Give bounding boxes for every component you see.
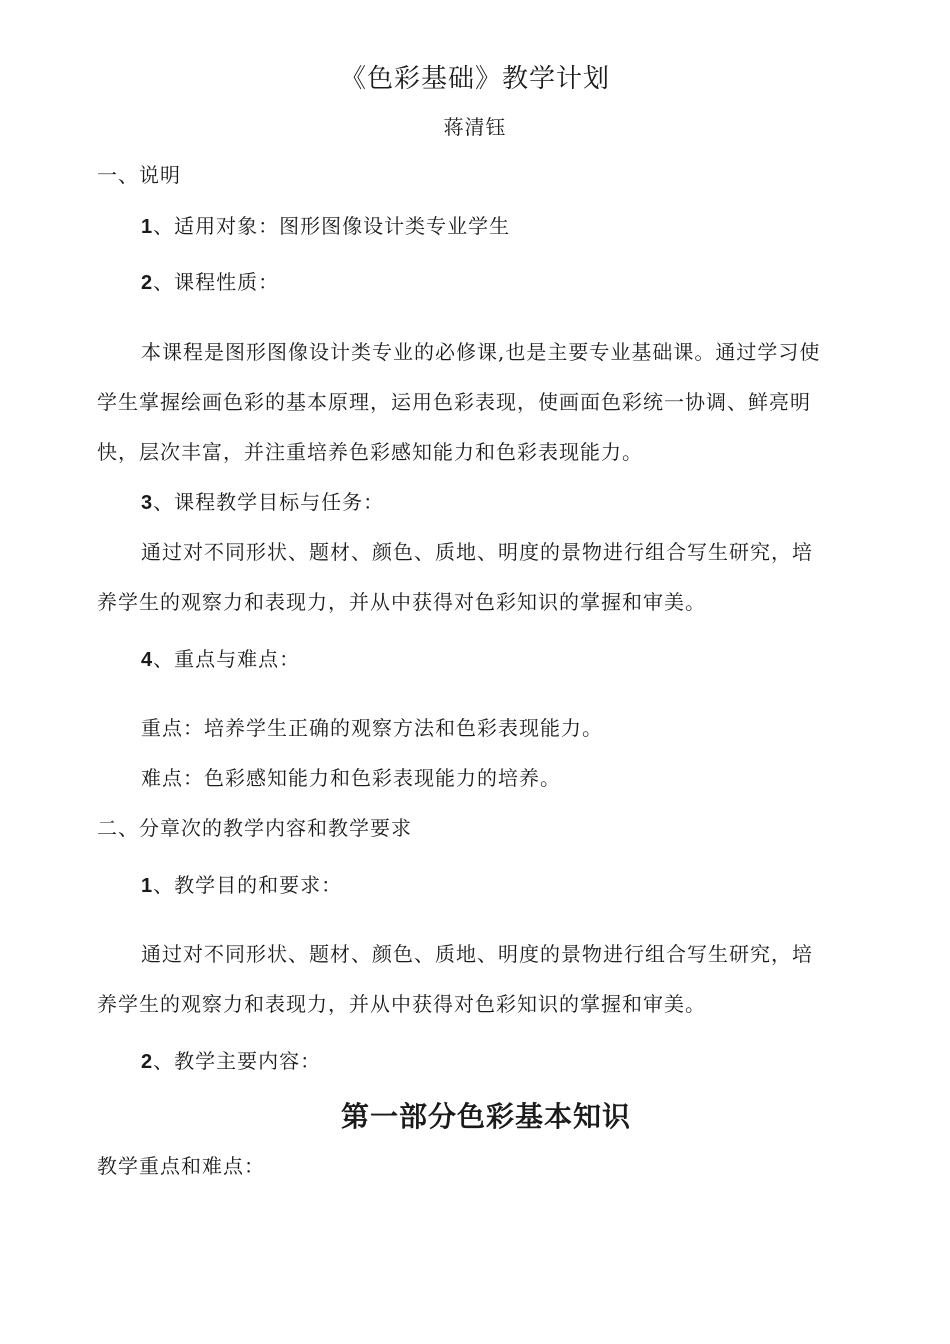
paragraph-line: 学生掌握绘画色彩的基本原理，运用色彩表现，使画面色彩统一协调、鲜亮明 [97, 390, 811, 414]
item-text: 、教学目的和要求： [153, 873, 343, 897]
item-number: 1 [141, 875, 154, 897]
part-subheading: 教学重点和难点： [97, 1154, 265, 1178]
part-heading: 第一部分色彩基本知识 [340, 1100, 631, 1133]
paragraph-line: 快，层次丰富，并注重培养色彩感知能力和色彩表现能力。 [97, 440, 643, 464]
section-1-item-3 [141, 488, 384, 517]
item-number: 4 [141, 649, 154, 671]
item-text: 、重点与难点： [153, 647, 301, 671]
item-number: 2 [141, 272, 154, 294]
key-point-line: 重点：培养学生正确的观察方法和色彩表现能力。 [141, 716, 603, 740]
difficulty-line: 难点：色彩感知能力和色彩表现能力的培养。 [141, 766, 561, 790]
section-2-item-1 [141, 871, 342, 900]
paragraph-line: 通过对不同形状、题材、颜色、质地、明度的景物进行组合写生研究，培 [141, 942, 813, 966]
paragraph-line: 本课程是图形图像设计类专业的必修课,也是主要专业基础课。通过学习使 [141, 340, 821, 364]
item-number: 2 [141, 1051, 154, 1073]
section-2-item-2 [141, 1047, 321, 1076]
paragraph-line: 养学生的观察力和表现力，并从中获得对色彩知识的掌握和审美。 [97, 992, 706, 1016]
section-1-heading: 一、说明 [97, 163, 181, 187]
section-1-item-2 [141, 268, 279, 297]
item-number: 3 [141, 492, 154, 514]
paragraph-line: 通过对不同形状、题材、颜色、质地、明度的景物进行组合写生研究，培 [141, 540, 813, 564]
item-text: 、适用对象：图形图像设计类专业学生 [153, 214, 511, 238]
item-number: 1 [141, 216, 154, 238]
item-text: 、教学主要内容： [153, 1049, 322, 1073]
item-text: 、课程教学目标与任务： [153, 490, 385, 514]
section-1-item-4 [141, 645, 300, 674]
paragraph-line: 养学生的观察力和表现力，并从中获得对色彩知识的掌握和审美。 [97, 590, 706, 614]
item-text: 、课程性质： [153, 270, 280, 294]
section-2-heading: 二、分章次的教学内容和教学要求 [97, 816, 412, 840]
section-1-item-1 [141, 212, 510, 241]
document-title: 《色彩基础》教学计划 [339, 64, 610, 94]
author-name: 蒋清钰 [443, 115, 507, 139]
